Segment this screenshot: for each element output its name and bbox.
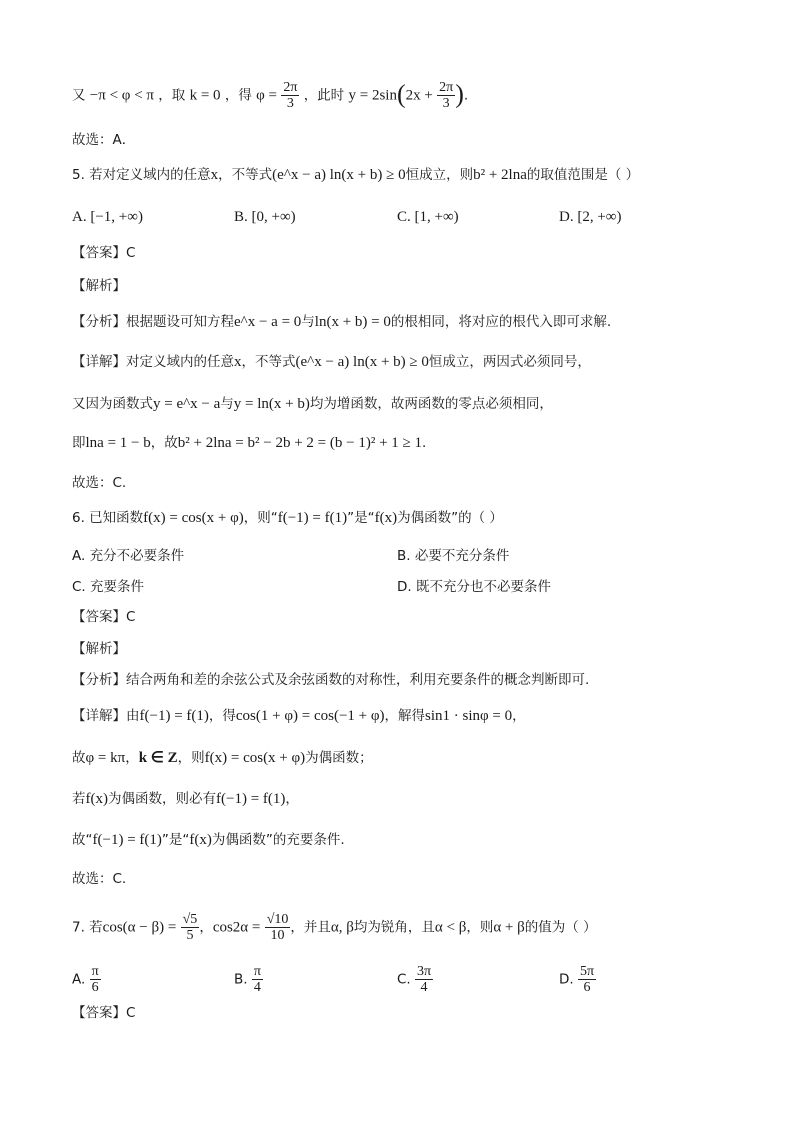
answer-label: 【答案】C	[72, 609, 136, 625]
math: 2x +	[405, 87, 433, 104]
paren: )	[455, 79, 464, 109]
option-d[interactable]: D. $\frac{5\pi}{6}$	[559, 964, 595, 995]
fraction: $\frac{2\pi}{3}$	[283, 80, 298, 111]
option-b[interactable]: B. [0, +∞)	[234, 209, 296, 225]
option-d[interactable]: D. 既不充分也不必要条件	[397, 579, 551, 595]
question-6-stem: 6. 已知函数f(x) = cos(x + φ)，则“f(−1) = f(1)”是“f(x)为偶函数”的（ ）	[72, 510, 503, 526]
math: φ =	[256, 87, 278, 104]
answer-label: 【答案】C	[72, 1005, 136, 1021]
option-b[interactable]: B. 必要不充分条件	[397, 548, 510, 564]
detail-line: 又因为函数式y = e^x − a与y = ln(x + b)均为增函数，故两函数的零点必须相同，	[72, 396, 553, 412]
fenxi-line: 【分析】根据题设可知方程e^x − a = 0与ln(x + b) = 0的根相同，将对应的根代入即可求解.	[72, 314, 612, 330]
xiangjie-line: 【详解】对定义域内的任意x，不等式(e^x − a) ln(x + b) ≥ 0恒成立，两因式必须同号，	[72, 354, 591, 370]
math: −π < φ < π	[89, 87, 154, 104]
paren: (	[396, 79, 406, 109]
detail-line: 故“f(−1) = f(1)”是“f(x)为偶函数”的充要条件.	[72, 832, 345, 848]
option-c[interactable]: C. $\frac{3\pi}{4}$	[397, 964, 432, 995]
text: ，得	[224, 87, 252, 104]
option-c[interactable]: C. 充要条件	[72, 579, 145, 595]
question-5-stem: 5. 若对定义域内的任意x，不等式(e^x − a) ln(x + b) ≥ 0恒成立，则b² + 2lna的取值范围是（ ）	[72, 167, 640, 183]
text: ，此时	[303, 87, 345, 104]
option-a[interactable]: A. 充分不必要条件	[72, 548, 185, 564]
question-7-stem: 7. 若cos(α − β) = $\frac{√5}{5}$ ，cos2α = $\frac{√10}{10}$ ，并且α, β均为锐角，且α < β，则α + β的值为（ ）	[72, 912, 597, 943]
text: .	[463, 87, 469, 104]
option-b[interactable]: B. $\frac{\pi}{4}$	[234, 964, 261, 995]
option-a[interactable]: A. $\frac{\pi}{6}$	[72, 964, 99, 995]
analysis-label: 【解析】	[72, 641, 126, 657]
solution-line-phi	[72, 80, 754, 111]
detail-line: 故φ = kπ，k ∈ Z，则f(x) = cos(x + φ)为偶函数；	[72, 750, 373, 766]
fenxi-line: 【分析】结合两角和差的余弦公式及余弦函数的对称性，利用充要条件的概念判断即可.	[72, 672, 590, 688]
text: 又	[72, 87, 86, 104]
select-line: 故选：A．	[72, 132, 136, 148]
detail-line: 即lna = 1 − b，故b² + 2lna = b² − 2b + 2 = (b − 1)² + 1 ≥ 1.	[72, 435, 427, 451]
answer-label: 【答案】C	[72, 245, 136, 261]
detail-line: 若f(x)为偶函数，则必有f(−1) = f(1)，	[72, 791, 299, 807]
select-line: 故选：C.	[72, 475, 127, 491]
option-c[interactable]: C. [1, +∞)	[397, 209, 459, 225]
text: ，取	[158, 87, 186, 104]
fraction: $\frac{√5}{5}$	[182, 912, 198, 943]
fraction: $\frac{√10}{10}$	[266, 912, 289, 943]
xiangjie-line: 【详解】由f(−1) = f(1)，得cos(1 + φ) = cos(−1 + φ)，解得sin1 · sinφ = 0，	[72, 708, 526, 724]
select-line: 故选：C.	[72, 871, 127, 887]
math: k = 0	[189, 87, 221, 104]
question-7-options	[72, 960, 754, 996]
fraction: $\frac{2\pi}{3}$	[439, 80, 454, 111]
math: y = 2sin	[348, 87, 397, 104]
option-a[interactable]: A. [−1, +∞)	[72, 209, 143, 225]
analysis-label: 【解析】	[72, 278, 126, 294]
option-d[interactable]: D. [2, +∞)	[559, 209, 622, 225]
